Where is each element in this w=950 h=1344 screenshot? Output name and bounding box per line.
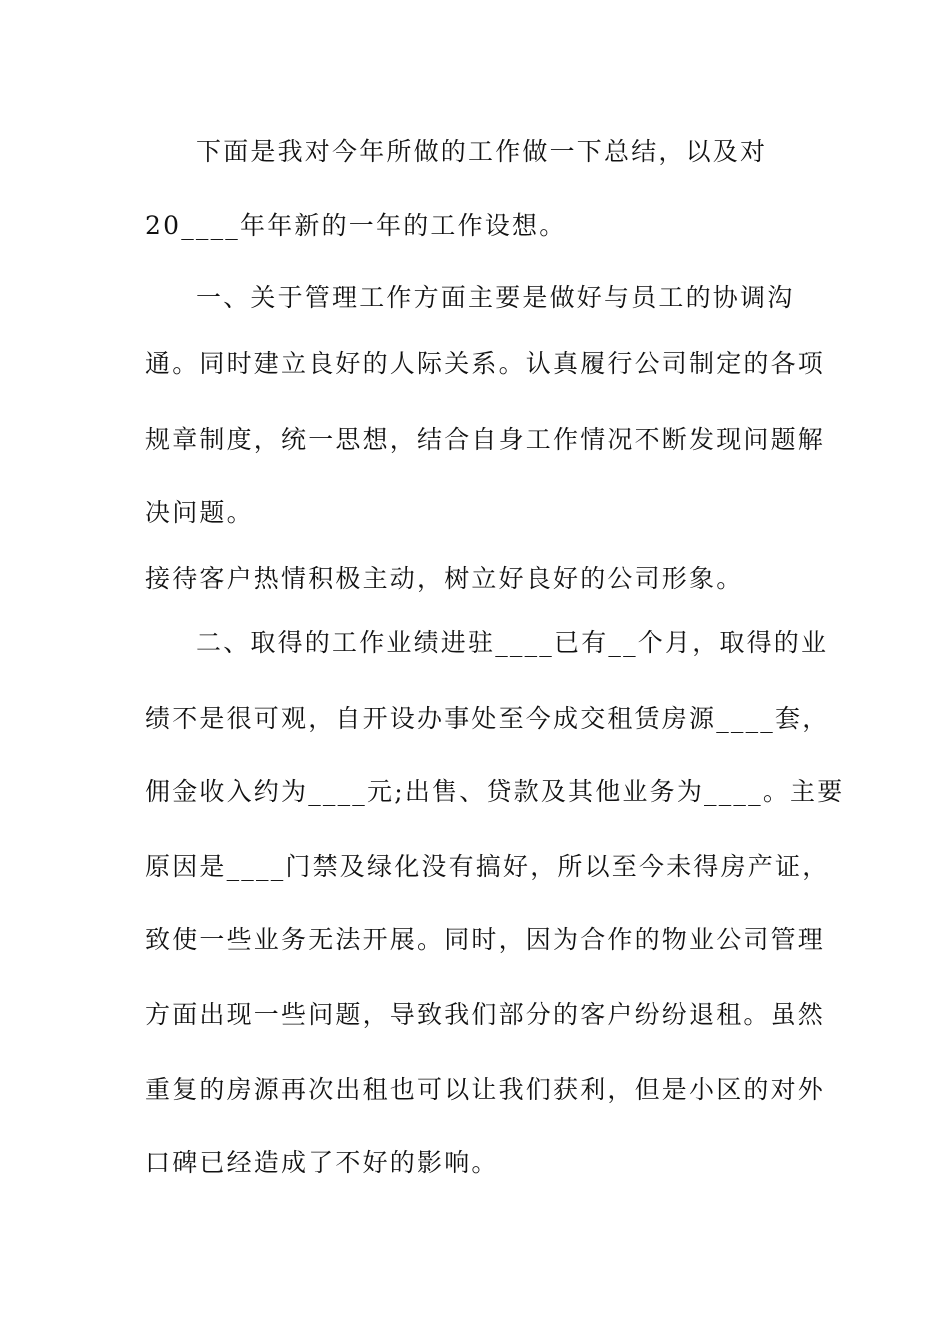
text-line-3: 一、关于管理工作方面主要是做好与员工的协调沟: [196, 283, 795, 312]
text-line-10: 佣金收入约为____元;出售、贷款及其他业务为____。主要: [145, 777, 845, 806]
text-line-4: 通。同时建立良好的人际关系。认真履行公司制定的各项: [145, 349, 826, 378]
text-line-7: 接待客户热情积极主动，树立好良好的公司形象。: [145, 564, 744, 593]
text-line-5: 规章制度，统一思想，结合自身工作情况不断发现问题解: [145, 425, 826, 454]
text-line-11: 原因是____门禁及绿化没有搞好，所以至今未得房产证，: [145, 852, 830, 881]
text-line-1: 下面是我对今年所做的工作做一下总结，以及对: [196, 137, 768, 166]
text-line-13: 方面出现一些问题，导致我们部分的客户纷纷退租。虽然: [145, 1000, 826, 1029]
text-line-12: 致使一些业务无法开展。同时，因为合作的物业公司管理: [145, 925, 826, 954]
text-line-2: 20____年年新的一年的工作设想。: [145, 211, 567, 240]
text-line-6: 决问题。: [145, 498, 254, 527]
text-line-15: 口碑已经造成了不好的影响。: [145, 1148, 499, 1177]
text-line-14: 重复的房源再次出租也可以让我们获利，但是小区的对外: [145, 1075, 826, 1104]
text-line-9: 绩不是很可观，自开设办事处至今成交租赁房源____套，: [145, 704, 830, 733]
text-line-8: 二、取得的工作业绩进驻____已有__个月，取得的业: [196, 628, 829, 657]
